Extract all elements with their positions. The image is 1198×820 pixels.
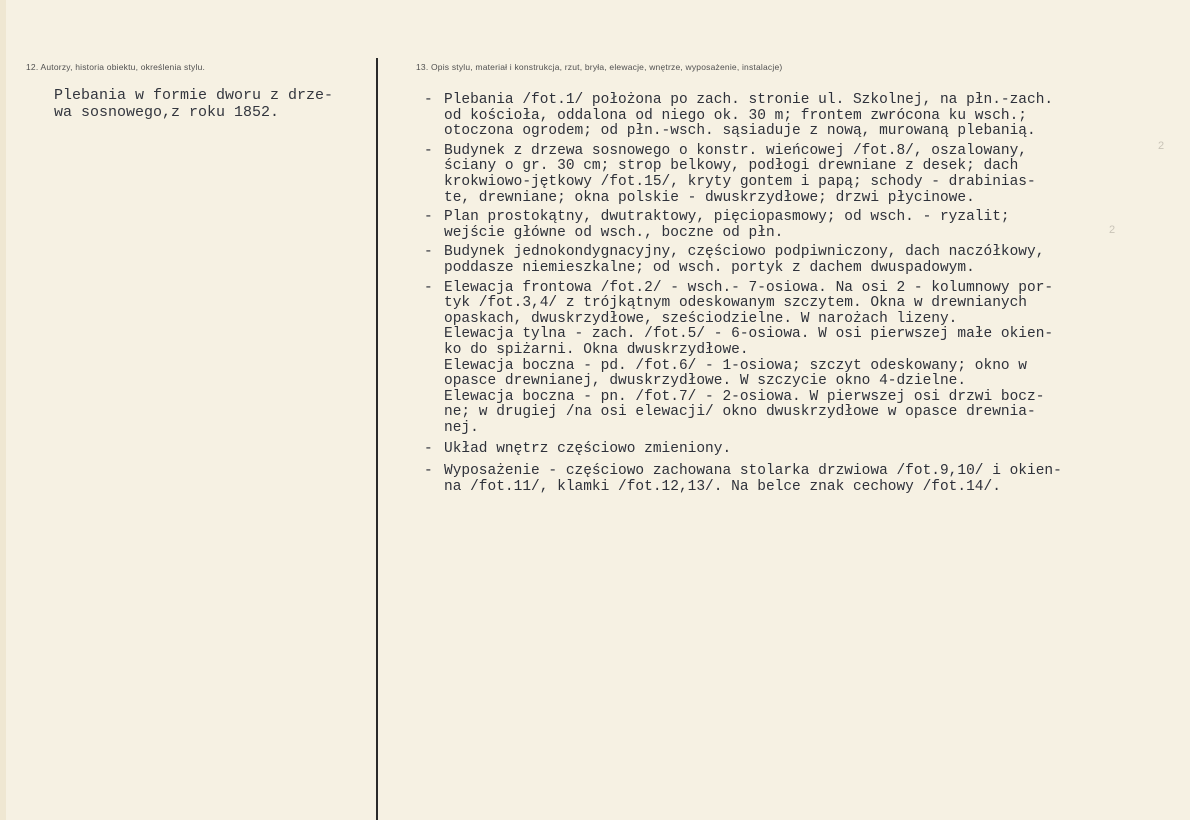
entry-line: od kościoła, oddalona od niego ok. 30 m; frontem zwrócona ku wsch.; <box>444 107 1027 124</box>
entry-dash: - <box>424 209 433 226</box>
entry-dash: - <box>424 142 433 159</box>
entry-location <box>424 93 1164 140</box>
entry-line: Budynek jednokondygnacyjny, częściowo podpiwniczony, dach naczółkowy, <box>444 244 1045 261</box>
description-entries <box>424 93 1164 499</box>
entry-line: Wyposażenie - częściowo zachowana stolarka drzwiowa /fot.9,10/ i okien- <box>444 463 1062 480</box>
margin-mark: 2 <box>1109 224 1116 236</box>
entry-line: Plebania /fot.1/ położona po zach. stronie ul. Szkolnej, na płn.-zach. <box>444 92 1054 108</box>
margin-mark: 2 <box>1158 140 1165 152</box>
entry-line: krokwiowo-jętkowy /fot.15/, kryty gontem i papą; schody - drabinias- <box>444 173 1036 190</box>
entry-dash: - <box>424 441 433 458</box>
entry-line: opaskach, dwuskrzydłowe, sześciodzielne. W narożach lizeny. <box>444 310 958 327</box>
entry-furnishings <box>424 464 1164 495</box>
entry-line: ko do spiżarni. Okna dwuskrzydłowe. <box>444 341 749 358</box>
entry-massing <box>424 245 1164 276</box>
entry-plan <box>424 210 1164 241</box>
entry-dash: - <box>424 463 433 480</box>
entry-construction <box>424 144 1164 206</box>
text-line: wa sosnowego,z roku 1852. <box>54 104 280 121</box>
text-line: Plebania w formie dworu z drze- <box>54 87 334 104</box>
entry-line: poddasze niemieszkalne; od wsch. portyk z dachem dwuspadowym. <box>444 259 975 276</box>
entry-line: nej. <box>444 419 479 436</box>
entry-line: Elewacja tylna - zach. /fot.5/ - 6-osiowa. W osi pierwszej małe okien- <box>444 326 1054 343</box>
entry-elevations <box>424 281 1164 437</box>
entry-line: ściany o gr. 30 cm; strop belkowy, podłogi drewniane z desek; dach <box>444 158 1019 175</box>
column-13-header: 13. Opis stylu, materiał i konstrukcja, rzut, bryła, elewacje, wnętrze, wyposażenie, instalacje) <box>416 62 783 72</box>
entry-line: tyk /fot.3,4/ z trójkątnym odeskowanym szczytem. Okna w drewnianych <box>444 295 1027 312</box>
entry-dash: - <box>424 92 433 108</box>
entry-line: opasce drewnianej, dwuskrzydłowe. W szczycie okno 4-dzielne. <box>444 373 967 390</box>
column-12-header: 12. Autorzy, historia obiektu, określenia stylu. <box>26 62 206 72</box>
column-divider <box>376 58 378 820</box>
entry-line: Elewacja boczna - pd. /fot.6/ - 1-osiowa; szczyt odeskowany; okno w <box>444 357 1027 374</box>
entry-line: Budynek z drzewa sosnowego o konstr. wieńcowej /fot.8/, oszalowany, <box>444 142 1027 159</box>
entry-dash: - <box>424 279 433 296</box>
entry-line: Plan prostokątny, dwutraktowy, pięciopasmowy; od wsch. - ryzalit; <box>444 209 1010 226</box>
entry-line: Elewacja frontowa /fot.2/ - wsch.- 7-osiowa. Na osi 2 - kolumnowy por- <box>444 279 1054 296</box>
authors-history-text <box>54 87 372 121</box>
entry-line: te, drewniane; okna polskie - dwuskrzydłowe; drzwi płycinowe. <box>444 189 975 206</box>
page-edge <box>1190 0 1198 820</box>
entry-line: Układ wnętrz częściowo zmieniony. <box>444 441 732 458</box>
entry-line: otoczona ogrodem; od płn.-wsch. sąsiaduje z nową, murowaną plebanią. <box>444 123 1036 140</box>
entry-line: wejście główne od wsch., boczne od płn. <box>444 224 784 241</box>
entry-interior <box>424 442 1164 458</box>
entry-dash: - <box>424 244 433 261</box>
entry-line: ne; w drugiej /na osi elewacji/ okno dwuskrzydłowe w opasce drewnia- <box>444 404 1036 421</box>
entry-line: Elewacja boczna - pn. /fot.7/ - 2-osiowa. W pierwszej osi drzwi bocz- <box>444 388 1045 405</box>
entry-line: na /fot.11/, klamki /fot.12,13/. Na belce znak cechowy /fot.14/. <box>444 478 1001 495</box>
